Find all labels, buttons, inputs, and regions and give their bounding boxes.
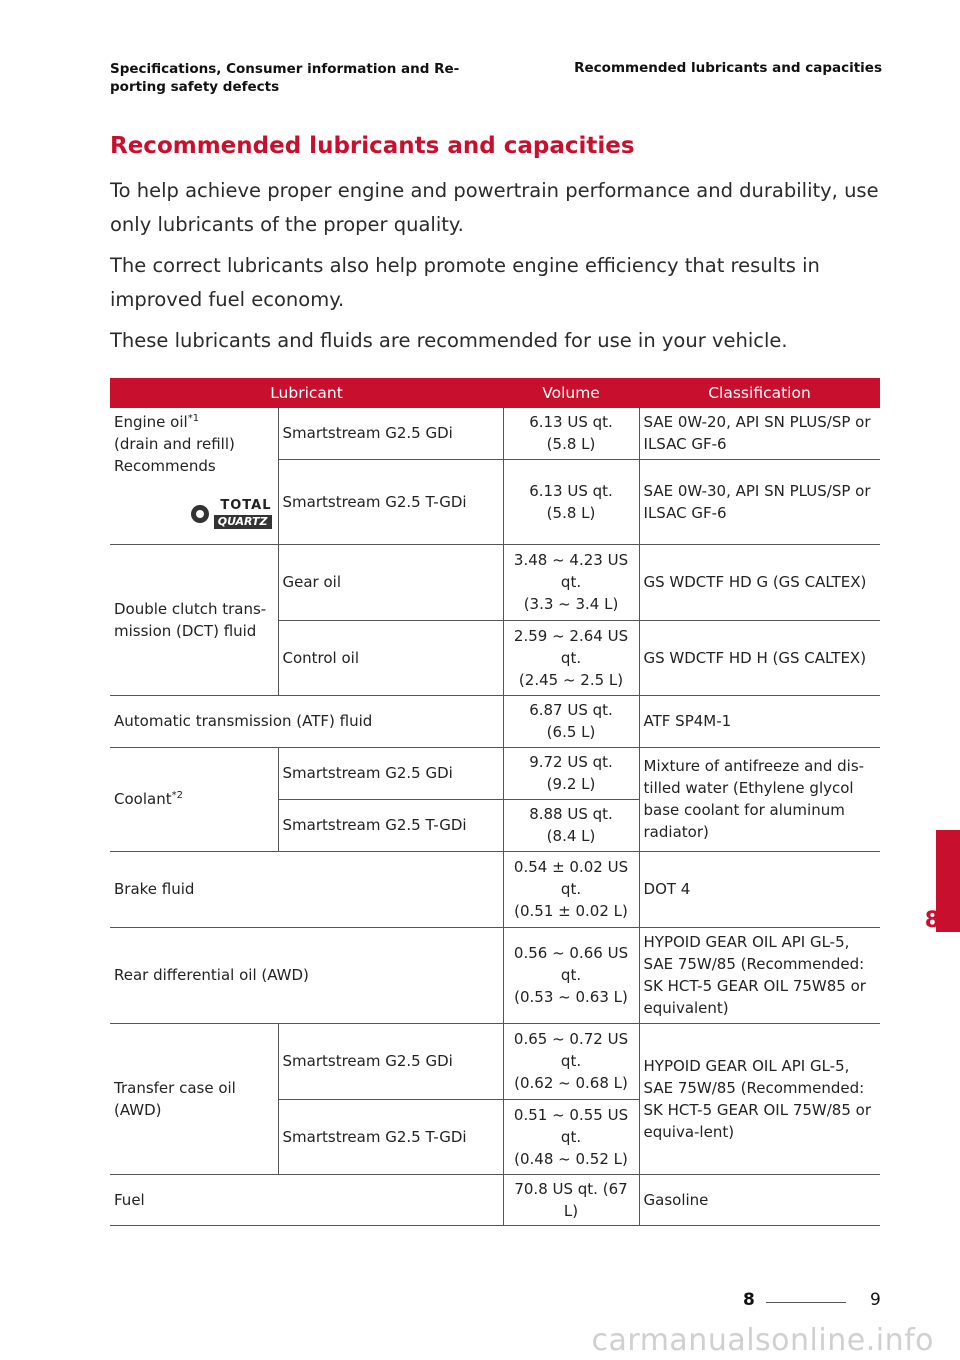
running-header-topic: Recommended lubricants and capacities (574, 60, 882, 76)
footnote-ref: *2 (171, 790, 183, 801)
dct-label: Double clutch trans-mission (DCT) fluid (110, 544, 278, 695)
table-row (110, 1023, 880, 1099)
total-quartz-logo (114, 499, 274, 529)
classification-cell: HYPOID GEAR OIL API GL-5, SAE 75W/85 (Recommended: SK HCT-5 GEAR OIL 75W85 or equivalent) (639, 927, 880, 1023)
engine-name: Smartstream G2.5 GDi (278, 408, 503, 459)
header-lubricant: Lubricant (110, 378, 503, 408)
volume-cell: 9.72 US qt. (9.2 L) (503, 747, 639, 799)
coolant-cell (110, 747, 278, 851)
watermark: carmanualsonline.info (591, 1323, 934, 1358)
brake-label: Brake fluid (110, 851, 503, 927)
table-row (110, 408, 880, 459)
volume-cell: 6.13 US qt. (5.8 L) (503, 408, 639, 459)
header-classification: Classification (639, 378, 880, 408)
engine-name: Smartstream G2.5 T-GDi (278, 799, 503, 851)
intro-paragraph: These lubricants and fluids are recommended for use in your vehicle. (110, 329, 788, 352)
table-row (110, 927, 880, 1023)
classification-cell: DOT 4 (639, 851, 880, 927)
volume-cell: 0.56 ~ 0.66 US qt. (0.53 ~ 0.63 L) (503, 927, 639, 1023)
engine-name: Smartstream G2.5 GDi (278, 747, 503, 799)
engine-oil-label: Engine oil (114, 413, 188, 431)
engine-name: Smartstream G2.5 GDi (278, 1023, 503, 1099)
total-logo-icon (191, 505, 209, 523)
volume-cell: 3.48 ~ 4.23 US qt. (3.3 ~ 3.4 L) (503, 544, 639, 620)
table-row (110, 851, 880, 927)
logo-word-total: TOTAL (220, 498, 272, 513)
table-row (110, 747, 880, 799)
intro-text (110, 174, 880, 365)
engine-oil-recommends: Recommends (114, 457, 216, 475)
classification-cell: ATF SP4M-1 (639, 695, 880, 747)
engine-oil-cell (110, 408, 278, 544)
coolant-label: Coolant (114, 790, 172, 808)
transfer-label: Transfer case oil (AWD) (110, 1023, 278, 1174)
table-row (110, 1174, 880, 1225)
volume-cell: 8.88 US qt. (8.4 L) (503, 799, 639, 851)
dct-type: Control oil (278, 620, 503, 695)
volume-cell: 2.59 ~ 2.64 US qt. (2.45 ~ 2.5 L) (503, 620, 639, 695)
volume-cell: 6.87 US qt. (6.5 L) (503, 695, 639, 747)
rear-diff-label: Rear differential oil (AWD) (110, 927, 503, 1023)
table-row (110, 544, 880, 620)
footer-page-number: 9 (870, 1290, 881, 1310)
footer-divider (766, 1302, 846, 1303)
volume-cell: 0.54 ± 0.02 US qt. (0.51 ± 0.02 L) (503, 851, 639, 927)
header-volume: Volume (503, 378, 639, 408)
chapter-tab-number: 8 (924, 908, 940, 933)
classification-cell: GS WDCTF HD G (GS CALTEX) (639, 544, 880, 620)
intro-paragraph: The correct lubricants also help promote engine efficiency that results in improved fuel economy. (110, 254, 820, 311)
volume-cell: 0.65 ~ 0.72 US qt. (0.62 ~ 0.68 L) (503, 1023, 639, 1099)
engine-name: Smartstream G2.5 T-GDi (278, 459, 503, 544)
page-title: Recommended lubricants and capacities (110, 133, 635, 159)
dct-type: Gear oil (278, 544, 503, 620)
classification-cell: Gasoline (639, 1174, 880, 1225)
atf-label: Automatic transmission (ATF) fluid (110, 695, 503, 747)
table-row (110, 695, 880, 747)
classification-cell: SAE 0W-20, API SN PLUS/SP or ILSAC GF-6 (639, 408, 880, 459)
running-header-section: Specifications, Consumer information and Re-porting safety defects (110, 61, 460, 95)
lubricants-table (110, 378, 880, 1226)
engine-oil-note: (drain and refill) (114, 435, 235, 453)
table-header-row (110, 378, 880, 408)
volume-cell: 6.13 US qt. (5.8 L) (503, 459, 639, 544)
intro-paragraph: To help achieve proper engine and powertrain performance and durability, use only lubricants of the proper quality. (110, 179, 879, 236)
classification-cell: GS WDCTF HD H (GS CALTEX) (639, 620, 880, 695)
classification-cell: Mixture of antifreeze and dis-tilled water (Ethylene glycol base coolant for aluminum radiator) (639, 747, 880, 851)
logo-word-quartz: QUARTZ (214, 515, 272, 529)
footer-chapter: 8 (743, 1290, 755, 1310)
engine-name: Smartstream G2.5 T-GDi (278, 1099, 503, 1174)
classification-cell: SAE 0W-30, API SN PLUS/SP or ILSAC GF-6 (639, 459, 880, 544)
fuel-label: Fuel (110, 1174, 503, 1225)
footnote-ref: *1 (187, 413, 200, 424)
volume-cell: 0.51 ~ 0.55 US qt. (0.48 ~ 0.52 L) (503, 1099, 639, 1174)
classification-cell: HYPOID GEAR OIL API GL-5, SAE 75W/85 (Recommended: SK HCT-5 GEAR OIL 75W/85 or equiva-lent) (639, 1023, 880, 1174)
volume-cell: 70.8 US qt. (67 L) (503, 1174, 639, 1225)
